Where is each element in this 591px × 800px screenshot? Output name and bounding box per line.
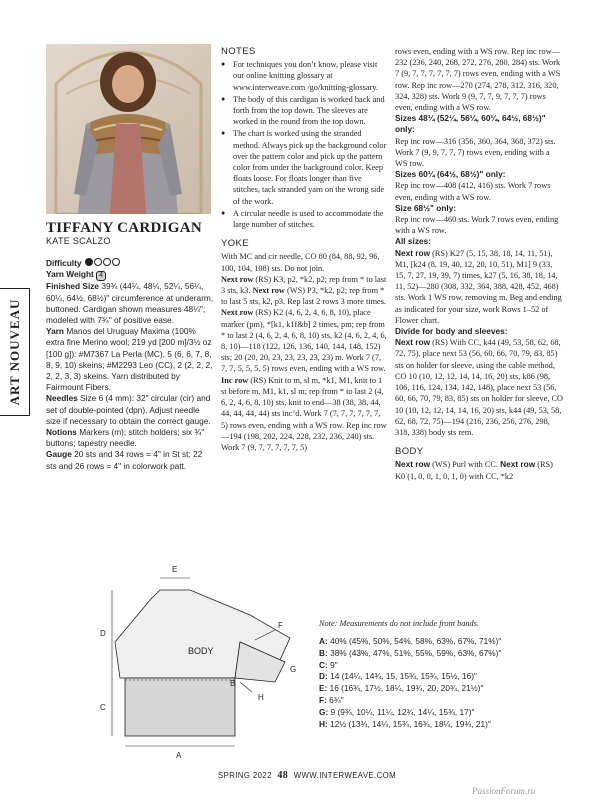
schematic-label-g: G	[290, 665, 297, 674]
notes-heading: NOTES	[221, 46, 256, 57]
row-lead: Next row	[395, 247, 431, 258]
measurement-value: 9"	[330, 659, 338, 670]
row-lead: Next row	[395, 337, 431, 348]
instruction-paragraph	[395, 248, 563, 326]
measurement-key: H:	[319, 718, 328, 729]
row-text: (WS) Purl with CC.	[430, 460, 499, 470]
size-heading: Sizes 48¼ (52¼, 56¼, 60¼, 64½, 68½)" only:	[395, 113, 546, 135]
size-heading: Sizes 60¼ (64½, 68½)" only:	[395, 169, 506, 180]
needles	[46, 393, 214, 427]
page-footer	[218, 770, 396, 781]
instruction-paragraph: Rep inc row—316 (356, 360, 364, 368, 372) sts. Work 7 (9, 9, 7, 7, 7) rows even, ending with a WS row.	[395, 136, 556, 169]
yoke-instructions	[221, 251, 387, 453]
gauge-label: Gauge	[46, 449, 72, 460]
measurements-list	[319, 610, 569, 730]
gauge	[46, 449, 214, 471]
gauge-text: 20 sts and 34 rows = 4" in St st; 22 sts and 26 rows = 4" in colorwork patt.	[46, 449, 203, 471]
instructions-column	[395, 46, 563, 482]
instruction-paragraph	[395, 337, 563, 438]
measurement-row	[319, 671, 569, 683]
body-heading: BODY	[395, 446, 424, 458]
footer-site: WWW.INTERWEAVE.COM	[293, 771, 396, 780]
size-heading: All sizes:	[395, 236, 431, 247]
size-heading: Size 68½" only:	[395, 202, 457, 213]
measurement-row	[319, 695, 569, 707]
row-text: (RS) K27 (5, 15, 38, 18, 14, 11, 51), M1, [k24 (8, 19, 40, 12, 20, 10, 51), M1] 9 (33, 15, 7, 27, 19, 39, 7) times, k27 (5, 16, 38, 18, 14, 11, 52)—280 (308, 332, 364, 388, 428, 452, 468) sts. Work 1 WS row, removing m. Beg and ending as indicated for your size, work Rows 1–52 of Flower chart.	[395, 248, 562, 325]
measurement-value: 9 (9¾, 10¼, 11¼, 12¾, 14¼, 15¾, 17)"	[330, 706, 475, 717]
row-text: (RS) K0 (1, 0, 0, 1, 0, 1, 0) with CC, *k2	[395, 460, 553, 481]
row-lead: Next row	[500, 459, 536, 470]
measurement-row	[319, 683, 569, 695]
notes-column	[221, 46, 387, 453]
schematic-label-h: H	[258, 693, 264, 702]
schematic-diagram	[90, 560, 310, 760]
section-subheading: Divide for body and sleeves:	[395, 326, 508, 337]
schematic-label-f: F	[278, 621, 283, 630]
note-item: ● The chart is worked using the stranded method. Always pick up the background color over the pattern color and pick up the pattern color from under the background color. Keep floats loose. For floats longer than five stitches, tack stranded yarn on the wrong side of the work.	[221, 128, 387, 206]
notions-label: Notions	[46, 427, 77, 438]
measurement-row	[319, 660, 569, 672]
row-lead: Next row	[252, 286, 285, 296]
difficulty-rating-icon	[84, 258, 120, 269]
row-lead: Inc row	[221, 375, 249, 385]
note-item: ● The body of this cardigan is worked back and forth from the top down. The sleeves are worked in the round from the top down.	[221, 94, 387, 128]
needles-text: Size 6 (4 mm): 32" circular (cir) and set of double-pointed (dpn). Adjust needle size if necessary to obtain the correct gauge.	[46, 393, 211, 426]
instruction-paragraph: Rep inc row—460 sts. Work 7 rows even, ending with a WS row.	[395, 215, 559, 236]
page-number: 48	[277, 770, 289, 781]
schematic-label-d: D	[100, 629, 106, 638]
row-text: (WS) P3, *k2, p2; rep from * to last 5 sts, k2, p3. Rep last 2 rows 3 more times.	[221, 286, 387, 307]
schematic-label-a: A	[176, 751, 182, 760]
watermark: PassionForum.ru	[472, 786, 536, 796]
yarn-weight-icon: 4	[96, 271, 106, 281]
needles-label: Needles	[46, 393, 78, 404]
measurement-key: E:	[319, 683, 328, 694]
yoke-heading: YOKE	[221, 238, 249, 250]
measurement-value: 6¾"	[329, 695, 344, 706]
schematic-label-b: B	[230, 679, 236, 688]
yarn	[46, 326, 214, 393]
measurement-row	[319, 648, 569, 660]
yoke-paragraph: With MC and cir needle, CO 80 (84, 88, 92, 96, 100, 104, 108) sts. Do not join.	[221, 252, 380, 273]
schematic-label-e: E	[172, 565, 178, 574]
measurement-row	[319, 636, 569, 648]
yarn-label: Yarn	[46, 326, 64, 337]
yoke-paragraph	[221, 274, 387, 453]
model-photo	[46, 44, 211, 214]
row-text: (RS) K2 (4, 6, 2, 4, 6, 8, 10), place marker (pm), *[k1, k1f&b] 2 times, pm; rep from * to last 2 (4, 6, 2, 4, 6, 8, 10) sts, k2 (4, 6, 2, 4, 6, 8, 10)—118 (122, 126, 136, 140, 144, 148, 152) sts; 20 (20, 20, 23, 23, 23, 23, 23) m. Work 7 (7, 7, 7, 5, 5, 5, 5) rows even, ending with a WS row.	[221, 308, 387, 374]
measurement-key: D:	[319, 671, 328, 682]
measurement-key: F:	[319, 695, 327, 706]
measurement-value: 14 (14¼, 14¾, 15, 15¾, 15¾, 15½, 16)"	[330, 671, 477, 682]
section-tab-label: ART NOUVEAU	[6, 298, 22, 406]
measurement-key: G:	[319, 706, 329, 717]
measurement-key: C:	[319, 659, 328, 670]
instruction-paragraph: Rep inc row—408 (412, 416) sts. Work 7 rows even, ending with a WS row.	[395, 181, 551, 202]
note-item: ● A circular needle is used to accommodate the large number of stitches.	[221, 208, 387, 230]
measurement-key: A:	[319, 636, 328, 647]
notes-list	[221, 59, 387, 230]
row-lead: Next row	[395, 459, 431, 470]
measurement-row	[319, 719, 569, 731]
row-text: (RS) K3, p2, *k2, p2; rep from * to last 3 sts, k3.	[221, 274, 387, 296]
pattern-title: TIFFANY CARDIGAN	[46, 220, 203, 236]
yarn-weight-line	[46, 269, 214, 281]
row-text: (RS) Knit to m, sl m, *k1, M1, knit to 1 st before m, M1, k1, sl m; rep from * to last 2 (4, 6, 2, 4, 6, 8, 10) sts, knit to end—38 (38, 38, 44, 44, 44, 44, 44) sts inc’d. Work 7 (7, 7, 7, 7, 7, 7, 5) rows even, ending with a WS row. Rep inc row—194 (198, 202, 224, 228, 232, 236, 240) sts. Work 7 (9, 7, 7, 7, 7, 7, 5)	[221, 375, 387, 452]
instruction-paragraph	[395, 459, 563, 481]
notions-text: Markers (m); stitch holders; six ¾" buttons; tapestry needle.	[46, 427, 205, 449]
schematic-body-label: BODY	[188, 646, 214, 656]
yarn-text: Manos del Uruguay Maxima (100% extra fine Merino wool; 219 yd [200 m]/3½ oz [100 g]): #M7367 La Perla (MC), 5 (6, 6, 7, 8, 8, 9, 10) skeins; #M2293 Leo (CC), 2 (2, 2, 2, 2, 2, 3, 3) skeins. Yarn distributed by Fairmount Fibers.	[46, 326, 213, 393]
notions	[46, 427, 214, 449]
finished-size-text: 39¾ (44¼, 48¼, 52¼, 56¼, 60¼, 64½, 68½)" circumference at underarm, buttoned. Cardigan shown measures 48¼"; modeled with 7¾" of positive ease.	[46, 281, 214, 326]
row-text: (RS) With CC, k44 (49, 53, 58, 62, 68, 72, 75), place next 53 (56, 60, 66, 70, 79, 83, 85) sts on holder for sleeve, using the cable method, CO 10 (10, 12, 12, 14, 14, 16, 20) sts, k86 (98, 106, 116, 124, 134, 142, 148), place next 53 (56, 60, 66, 70, 79, 83, 85) sts on holder for sleeve, CO 10 (10, 12, 12, 14, 14, 16, 20) sts, k44 (49, 53, 58, 62, 68, 72, 75)—194 (216, 236, 256, 276, 298, 318, 338) body sts rem.	[395, 338, 563, 437]
difficulty-line	[46, 258, 214, 269]
specs-column	[46, 258, 214, 472]
measurement-value: 38% (43%, 47%, 51%, 55%, 59%, 63%, 67%)"	[330, 647, 502, 658]
measurement-key: B:	[319, 647, 328, 658]
finished-size	[46, 281, 214, 326]
finished-size-label: Finished Size	[46, 281, 100, 292]
note-item: ● For techniques you don’t know, please visit our online knitting glossary at www.interweave.com /go/knitting-glossary.	[221, 59, 387, 93]
schematic-label-c: C	[100, 703, 106, 712]
measurement-row	[319, 707, 569, 719]
row-lead: Next row	[221, 274, 254, 284]
measurements-note: Note: Measurements do not include front bands.	[319, 619, 480, 629]
measurement-value: 16 (16¾, 17½, 18¼, 19¾, 20, 20¾, 21½)"	[329, 683, 484, 694]
row-lead: Next row	[221, 308, 254, 318]
measurement-value: 12½ (13¾, 14¼, 15¾, 16¾, 18¼, 19¾, 21)"	[330, 718, 491, 729]
measurement-value: 40% (45%, 50%, 54%, 58%, 63%, 67%, 71%)"	[330, 636, 502, 647]
section-tab	[0, 288, 30, 416]
instruction-paragraph: rows even, ending with a WS row. Rep inc row—232 (236, 240, 268, 272, 276, 280, 284) sts. Work 7 (9, 7, 7, 7, 7, 7, 7) rows even, ending with a WS row. Rep inc row—270 (274, 278, 312, 316, 320, 324, 328) sts. Work 9 (9, 7, 7, 9, 7, 7, 7) rows even, ending with a WS row.	[395, 47, 561, 113]
difficulty-label: Difficulty	[46, 258, 82, 268]
designer-name: KATE SCALZO	[46, 236, 111, 246]
yarn-weight-label: Yarn Weight	[46, 269, 94, 280]
footer-season: SPRING 2022	[218, 771, 272, 780]
